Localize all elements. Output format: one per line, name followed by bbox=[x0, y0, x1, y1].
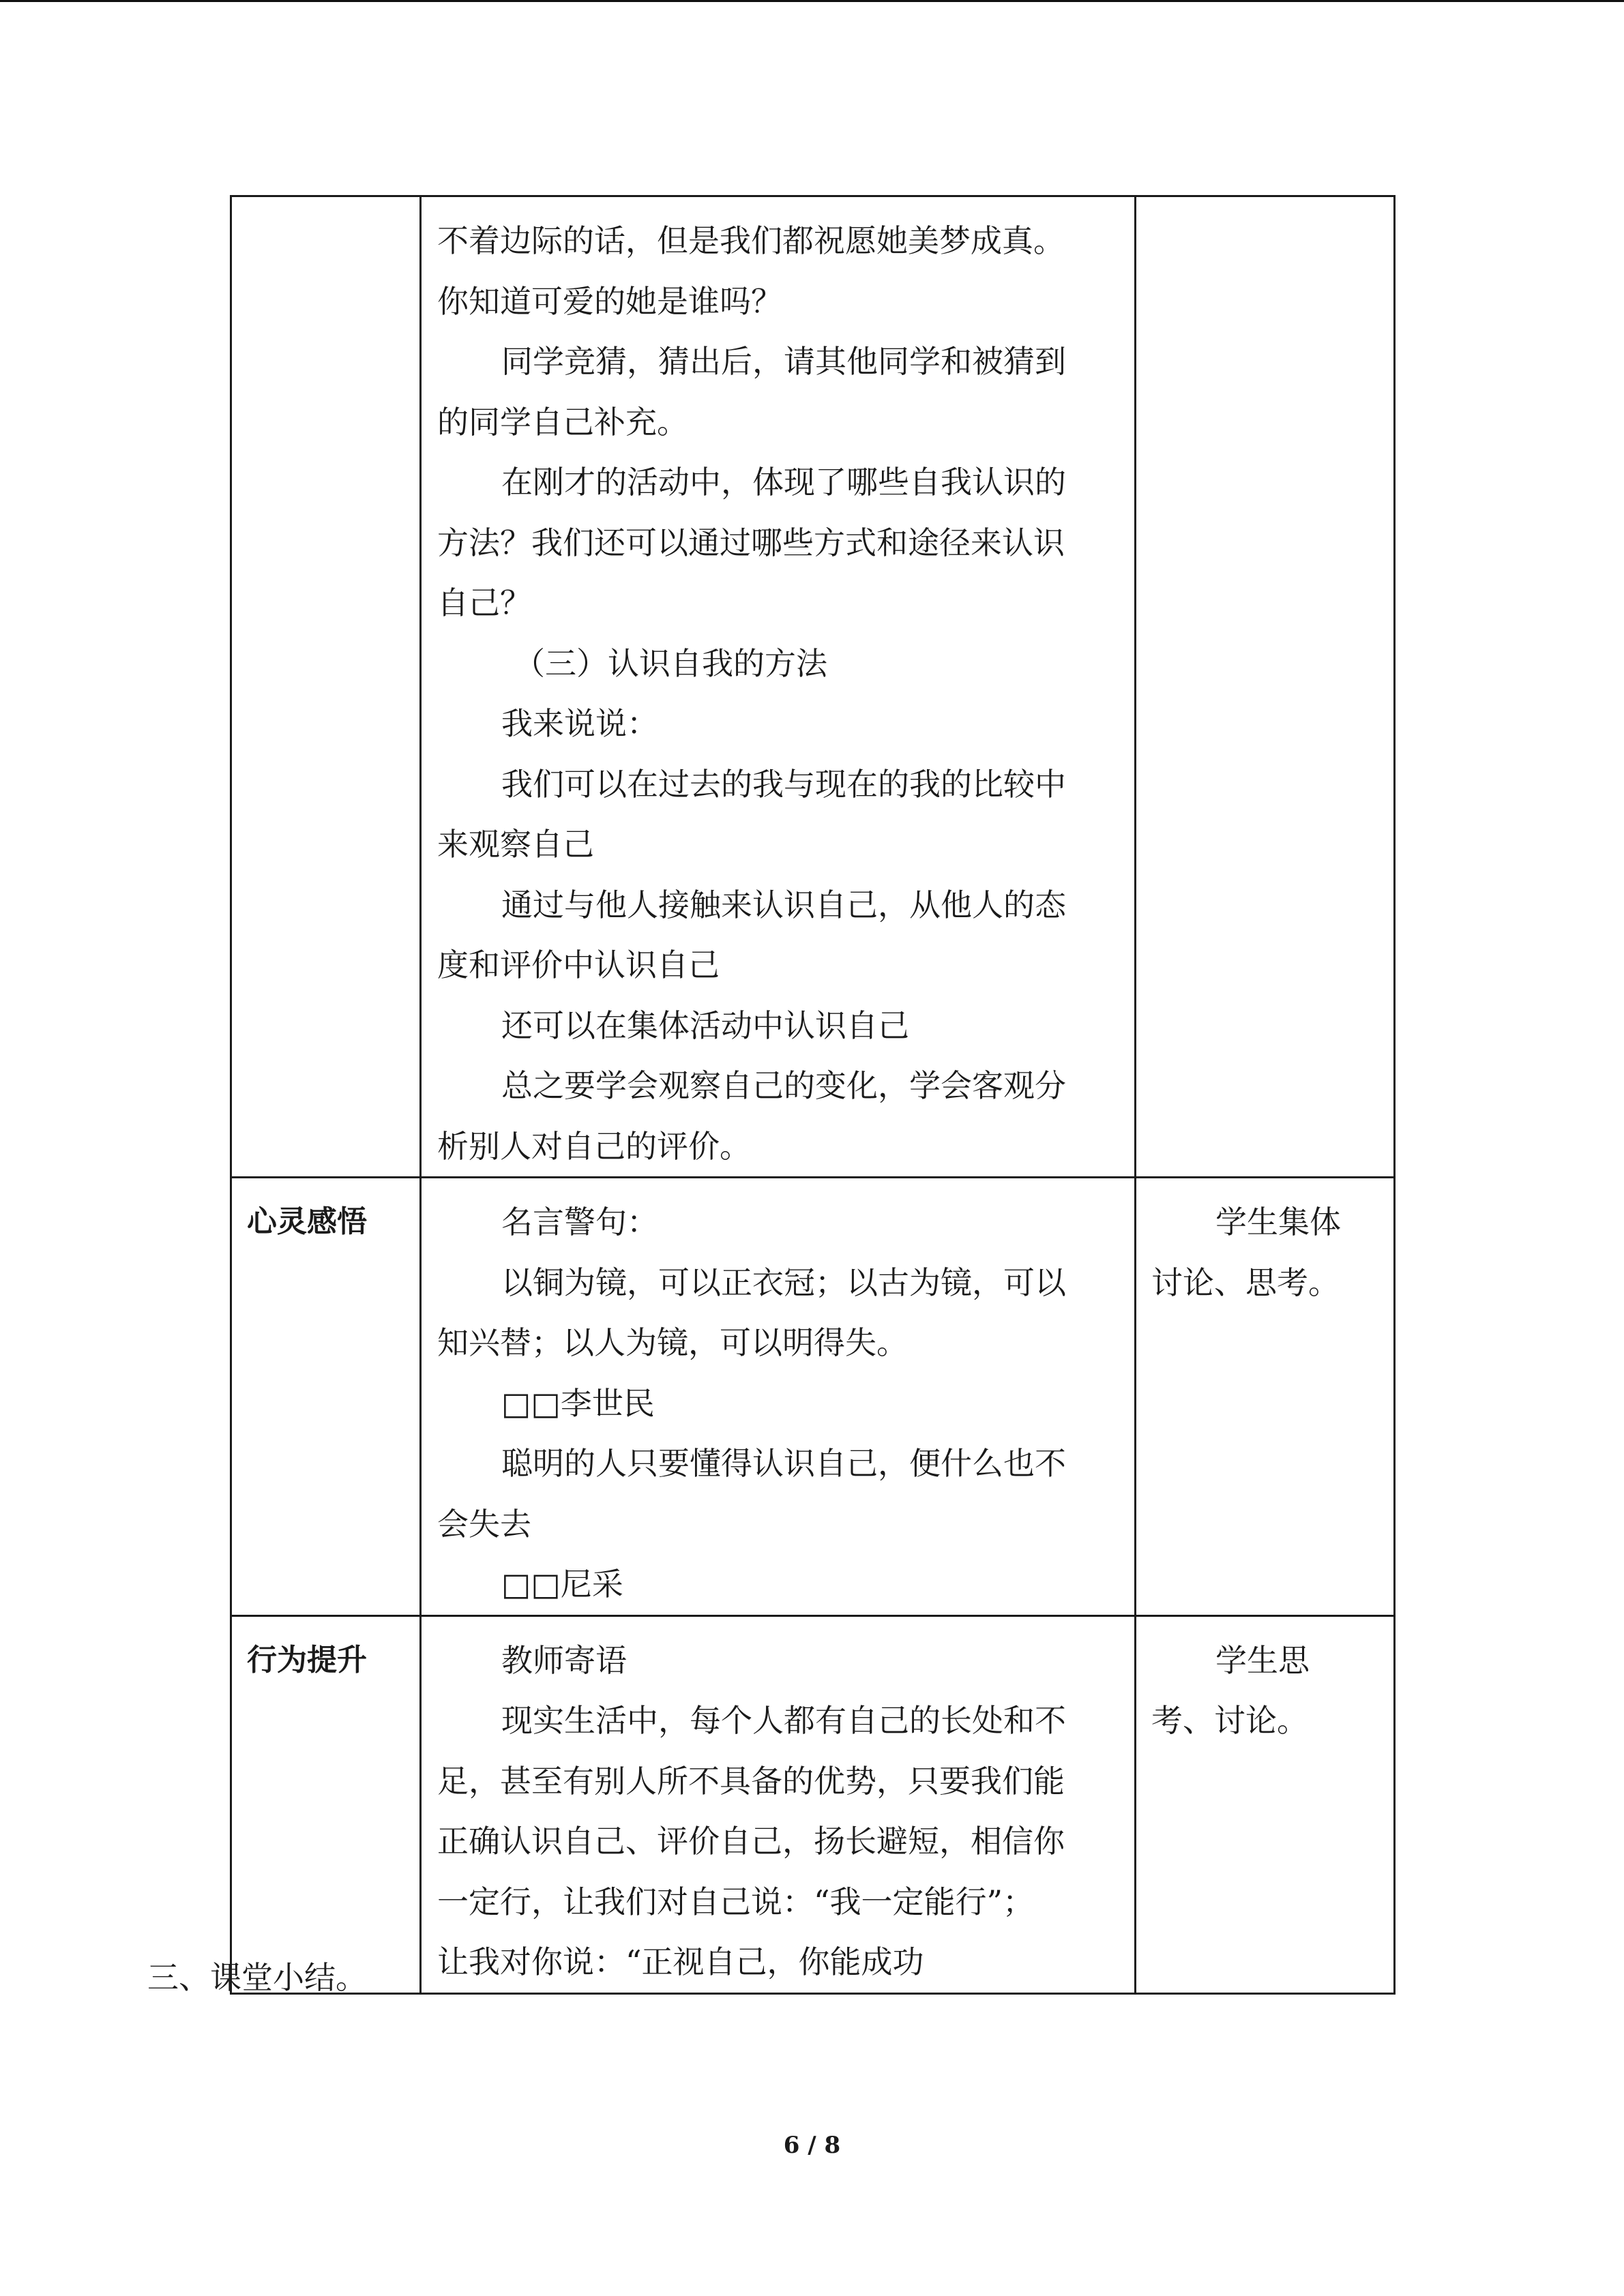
row-content bbox=[421, 1615, 1136, 1993]
content-line: 不着边际的话，但是我们都祝愿她美梦成真。 bbox=[437, 222, 1065, 259]
content-line: 同学竞猜，猜出后，请其他同学和被猜到 bbox=[501, 343, 1066, 380]
page-number: 6 / 8 bbox=[783, 2132, 841, 2159]
content-line: 教师寄语 bbox=[501, 1641, 627, 1679]
row-activity bbox=[1136, 1178, 1395, 1616]
content-line: 通过与他人接触来认识自己，从他人的态 bbox=[501, 886, 1066, 923]
activity-line: 学生集体 bbox=[1215, 1204, 1341, 1240]
quote-line: 以铜为镜，可以正衣冠；以古为镜，可以 bbox=[501, 1264, 1066, 1301]
quote-author: □□李世民 bbox=[501, 1384, 655, 1422]
quote-line: 会失去 bbox=[437, 1505, 531, 1542]
top-border-line bbox=[0, 0, 1624, 2]
content-line: 总之要学会观察自己的变化，学会客观分 bbox=[501, 1067, 1066, 1104]
activity-line: 学生思 bbox=[1215, 1641, 1310, 1679]
row-activity bbox=[1136, 196, 1395, 1178]
table-row bbox=[231, 1178, 1395, 1616]
quote-author: □□尼采 bbox=[501, 1566, 623, 1602]
row-label-xinling-ganwu: 心灵感悟 bbox=[231, 1178, 421, 1616]
content-line: 足，甚至有别人所不具备的优势，只要我们能 bbox=[437, 1762, 1065, 1800]
quote-line: 聪明的人只要懂得认识自己，便什么也不 bbox=[501, 1445, 1066, 1482]
content-line: 的同学自己补充。 bbox=[437, 403, 688, 441]
content-line: 自己？ bbox=[437, 584, 531, 621]
content-line: 名言警句： bbox=[501, 1204, 658, 1240]
content-line: 现实生活中，每个人都有自己的长处和不 bbox=[501, 1702, 1066, 1739]
row-activity bbox=[1136, 1615, 1395, 1993]
content-line: 度和评价中认识自己 bbox=[437, 946, 720, 983]
content-line: 我来说说： bbox=[501, 705, 658, 742]
section-summary-heading: 三、课堂小结。 bbox=[147, 1959, 367, 1996]
activity-line: 讨论、思考。 bbox=[1151, 1264, 1340, 1301]
content-line: 让我对你说：“正视自己，你能成功 bbox=[437, 1943, 924, 1980]
table-row bbox=[231, 1615, 1395, 1993]
content-line: 正确认识自己、评价自己，扬长避短，相信你 bbox=[437, 1823, 1065, 1860]
row-content bbox=[421, 1178, 1136, 1616]
content-line: 我们可以在过去的我与现在的我的比较中 bbox=[501, 765, 1066, 803]
row-label-xingwei-tisheng: 行为提升 bbox=[231, 1615, 421, 1993]
section-heading: （三）认识自我的方法 bbox=[514, 644, 827, 682]
content-line: 来观察自己 bbox=[437, 826, 594, 863]
content-line: 方法？我们还可以通过哪些方式和途径来认识 bbox=[437, 524, 1065, 561]
lesson-plan-table bbox=[230, 195, 1396, 1995]
content-line: 一定行，让我们对自己说：“我一定能行”； bbox=[437, 1883, 1035, 1920]
content-line: 你知道可爱的她是谁吗？ bbox=[437, 282, 782, 320]
content-line: 析别人对自己的评价。 bbox=[437, 1127, 751, 1165]
content-line: 还可以在集体活动中认识自己 bbox=[501, 1007, 909, 1044]
content-line: 在刚才的活动中，体现了哪些自我认识的 bbox=[501, 464, 1066, 501]
row-label bbox=[231, 196, 421, 1178]
quote-line: 知兴替；以人为镜，可以明得失。 bbox=[437, 1324, 908, 1361]
row-content bbox=[421, 196, 1136, 1178]
activity-line: 考、讨论。 bbox=[1151, 1702, 1308, 1739]
table-row bbox=[231, 196, 1395, 1178]
